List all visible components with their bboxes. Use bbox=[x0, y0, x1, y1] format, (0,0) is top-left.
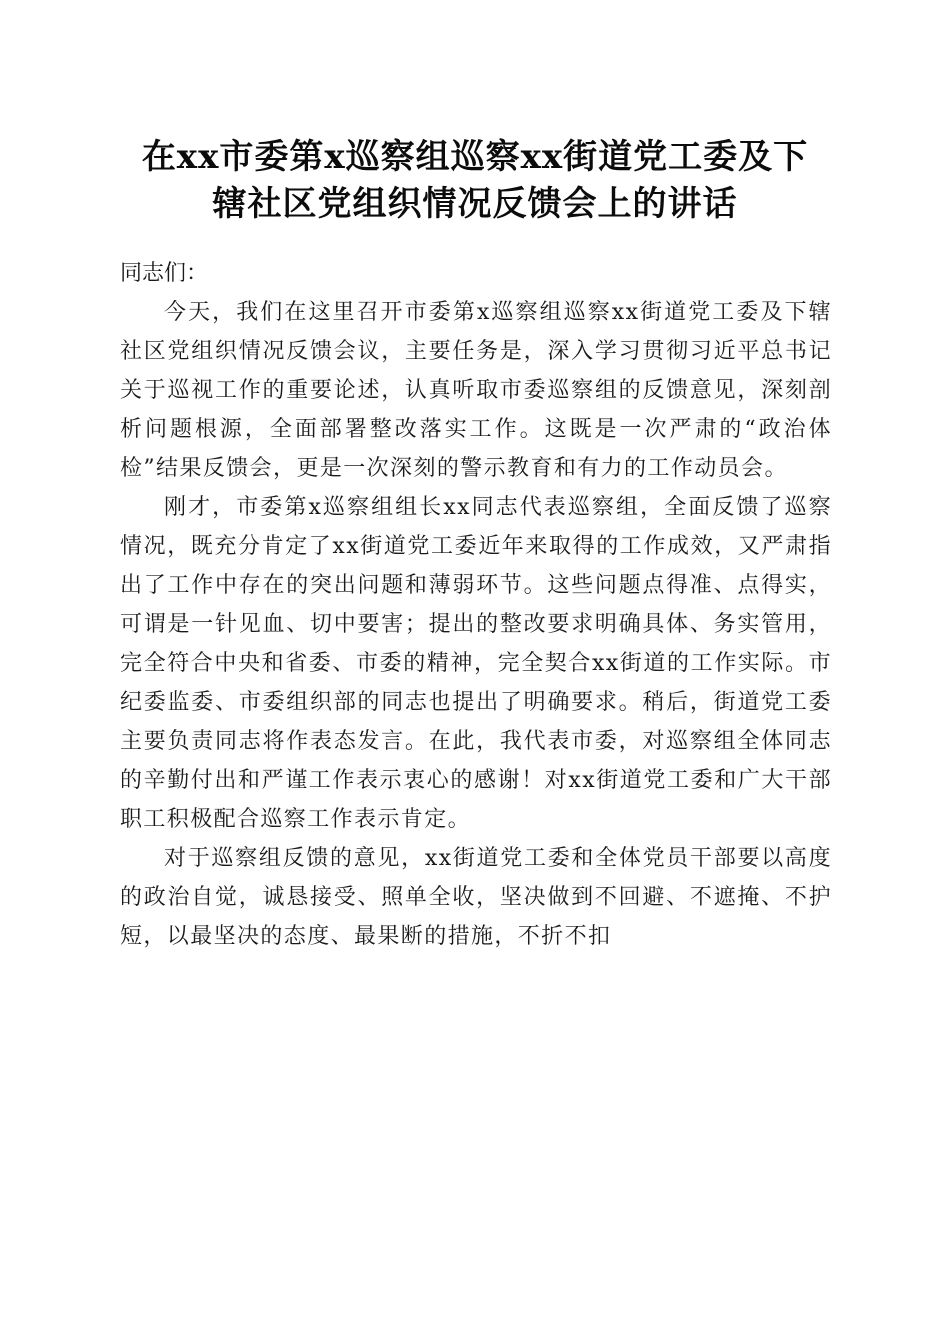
document-body bbox=[120, 254, 832, 956]
salutation: 同志们： bbox=[120, 261, 209, 286]
paragraph-1: 今天，我们在这里召开市委第x巡察组巡察xx街道党工委及下辖社区党组织情况反馈会议，主要任务是，深入学习贯彻习近平总书记关于巡视工作的重要论述，认真听取市委巡察组的反馈意见，深刻剖析问题根源，全面部署整改落实工作。这既是一次严肃的“政治体检”结果反馈会，更是一次深刻的警示教育和有力的工作动员会。 bbox=[120, 300, 832, 481]
document-title bbox=[110, 134, 840, 228]
paragraph-3: 对于巡察组反馈的意见，xx街道党工委和全体党员干部要以高度的政治自觉，诚恳接受、照单全收，坚决做到不回避、不遮掩、不护短，以最坚决的态度、最果断的措施，不折不扣 bbox=[120, 846, 832, 949]
title-line-2: 辖社区党组织情况反馈会上的讲话 bbox=[212, 184, 738, 224]
paragraph-2: 刚才，市委第x巡察组组长xx同志代表巡察组，全面反馈了巡察情况，既充分肯定了xx街道党工委近年来取得的工作成效，又严肃指出了工作中存在的突出问题和薄弱环节。这些问题点得准、点得实，可谓是一针见血、切中要害；提出的整改要求明确具体、务实管用，完全符合中央和省委、市委的精神，完全契合xx街道的工作实际。市纪委监委、市委组织部的同志也提出了明确要求。稍后，街道党工委主要负责同志将作表态发言。在此，我代表市委，对巡察组全体同志的辛勤付出和严谨工作表示衷心的感谢！对xx街道党工委和广大干部职工积极配合巡察工作表示肯定。 bbox=[120, 495, 832, 832]
title-line-1: 在xx市委第x巡察组巡察xx街道党工委及下 bbox=[141, 137, 809, 177]
